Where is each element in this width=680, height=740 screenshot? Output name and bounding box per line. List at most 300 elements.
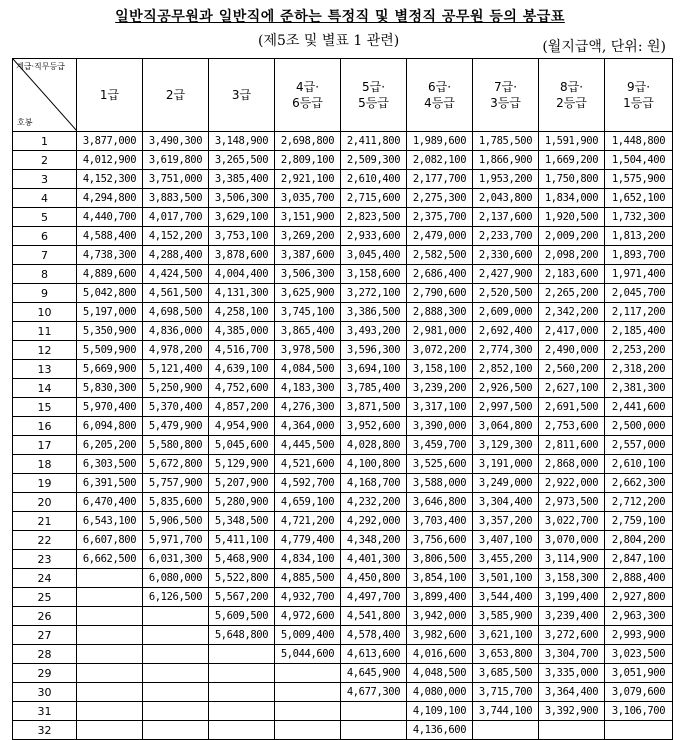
salary-cell: 5,522,800 [209, 569, 275, 588]
salary-cell: 5,672,800 [143, 455, 209, 474]
salary-cell: 3,317,100 [407, 398, 473, 417]
table-row [13, 360, 673, 379]
salary-cell: 3,753,100 [209, 227, 275, 246]
column-header-grade [341, 59, 407, 132]
salary-cell: 2,500,000 [605, 417, 673, 436]
salary-cell [77, 588, 143, 607]
salary-cell: 2,712,200 [605, 493, 673, 512]
salary-cell: 4,385,000 [209, 322, 275, 341]
salary-cell: 6,205,200 [77, 436, 143, 455]
table-row [13, 417, 673, 436]
column-header-label: 1급 [99, 88, 120, 102]
salary-cell: 3,715,700 [473, 683, 539, 702]
table-row [13, 398, 673, 417]
salary-cell: 6,470,400 [77, 493, 143, 512]
step-number-cell: 16 [13, 417, 77, 436]
salary-cell: 3,685,500 [473, 664, 539, 683]
salary-cell: 2,933,600 [341, 227, 407, 246]
salary-cell: 5,830,300 [77, 379, 143, 398]
salary-cell: 2,686,400 [407, 265, 473, 284]
salary-cell [209, 721, 275, 740]
salary-cell: 3,585,900 [473, 607, 539, 626]
salary-cell: 3,407,100 [473, 531, 539, 550]
salary-cell: 2,927,800 [605, 588, 673, 607]
table-row [13, 170, 673, 189]
salary-cell: 2,753,600 [539, 417, 605, 436]
salary-cell: 3,158,100 [407, 360, 473, 379]
salary-cell: 3,596,300 [341, 341, 407, 360]
step-number-cell: 1 [13, 132, 77, 151]
salary-cell: 4,521,600 [275, 455, 341, 474]
salary-cell: 2,692,400 [473, 322, 539, 341]
salary-cell: 5,669,900 [77, 360, 143, 379]
salary-cell: 1,448,800 [605, 132, 673, 151]
salary-cell [275, 702, 341, 721]
salary-cell: 3,070,000 [539, 531, 605, 550]
table-row [13, 474, 673, 493]
salary-cell: 4,857,200 [209, 398, 275, 417]
column-header-label: 5급· [361, 80, 386, 94]
salary-cell: 2,177,700 [407, 170, 473, 189]
salary-cell: 3,756,600 [407, 531, 473, 550]
salary-cell: 4,445,500 [275, 436, 341, 455]
table-row [13, 588, 673, 607]
salary-cell: 5,250,900 [143, 379, 209, 398]
salary-cell: 4,012,900 [77, 151, 143, 170]
step-number-cell: 24 [13, 569, 77, 588]
salary-cell: 1,813,200 [605, 227, 673, 246]
table-row [13, 550, 673, 569]
salary-cell: 3,106,700 [605, 702, 673, 721]
table-row [13, 645, 673, 664]
step-number-cell: 5 [13, 208, 77, 227]
salary-cell: 2,009,200 [539, 227, 605, 246]
salary-cell [605, 721, 673, 740]
salary-cell: 3,899,400 [407, 588, 473, 607]
salary-cell: 2,375,700 [407, 208, 473, 227]
salary-cell [77, 626, 143, 645]
salary-cell: 4,294,800 [77, 189, 143, 208]
salary-cell: 3,304,400 [473, 493, 539, 512]
step-number-cell: 17 [13, 436, 77, 455]
salary-cell: 4,232,200 [341, 493, 407, 512]
step-number-cell: 32 [13, 721, 77, 740]
salary-cell: 4,738,300 [77, 246, 143, 265]
salary-cell: 2,715,600 [341, 189, 407, 208]
salary-cell: 3,646,800 [407, 493, 473, 512]
column-header-label: 9급· [626, 80, 651, 94]
step-axis-label: 호봉 [17, 118, 33, 127]
salary-cell: 3,506,300 [209, 189, 275, 208]
salary-cell: 5,009,400 [275, 626, 341, 645]
salary-cell: 3,490,300 [143, 132, 209, 151]
salary-cell: 3,619,800 [143, 151, 209, 170]
salary-cell: 4,450,800 [341, 569, 407, 588]
salary-cell: 2,926,500 [473, 379, 539, 398]
step-number-cell: 9 [13, 284, 77, 303]
salary-cell: 2,804,200 [605, 531, 673, 550]
salary-cell: 4,028,800 [341, 436, 407, 455]
table-row [13, 436, 673, 455]
salary-cell [473, 721, 539, 740]
salary-cell: 2,411,800 [341, 132, 407, 151]
salary-cell: 2,809,100 [275, 151, 341, 170]
table-row [13, 683, 673, 702]
salary-cell: 1,989,600 [407, 132, 473, 151]
salary-cell: 3,158,300 [539, 569, 605, 588]
salary-cell: 2,823,500 [341, 208, 407, 227]
step-number-cell: 18 [13, 455, 77, 474]
salary-cell: 2,610,100 [605, 455, 673, 474]
salary-cell: 5,129,900 [209, 455, 275, 474]
salary-cell [143, 721, 209, 740]
grade-axis-label: 계급·직무등급 [16, 62, 65, 71]
salary-cell: 2,330,600 [473, 246, 539, 265]
salary-cell: 5,971,700 [143, 531, 209, 550]
salary-cell: 6,126,500 [143, 588, 209, 607]
salary-cell: 3,459,700 [407, 436, 473, 455]
salary-cell: 3,694,100 [341, 360, 407, 379]
salary-cell: 3,045,400 [341, 246, 407, 265]
salary-cell: 4,541,800 [341, 607, 407, 626]
salary-cell [77, 683, 143, 702]
salary-cell: 4,889,600 [77, 265, 143, 284]
salary-cell: 3,982,600 [407, 626, 473, 645]
salary-cell: 3,385,400 [209, 170, 275, 189]
salary-cell: 2,698,800 [275, 132, 341, 151]
salary-cell: 5,045,600 [209, 436, 275, 455]
salary-cell: 2,888,400 [605, 569, 673, 588]
salary-cell: 1,785,500 [473, 132, 539, 151]
salary-cell [77, 569, 143, 588]
column-header-grade [473, 59, 539, 132]
column-header-label: 3급 [231, 88, 252, 102]
salary-cell: 3,387,600 [275, 246, 341, 265]
salary-cell: 4,834,100 [275, 550, 341, 569]
salary-cell: 4,561,500 [143, 284, 209, 303]
salary-cell: 2,520,500 [473, 284, 539, 303]
salary-cell: 4,136,600 [407, 721, 473, 740]
salary-cell: 4,497,700 [341, 588, 407, 607]
salary-cell: 3,883,500 [143, 189, 209, 208]
salary-cell: 2,847,100 [605, 550, 673, 569]
salary-cell: 3,392,900 [539, 702, 605, 721]
step-number-cell: 26 [13, 607, 77, 626]
salary-cell: 2,117,200 [605, 303, 673, 322]
salary-cell: 4,109,100 [407, 702, 473, 721]
salary-cell: 3,272,100 [341, 284, 407, 303]
salary-cell: 2,868,000 [539, 455, 605, 474]
step-number-cell: 10 [13, 303, 77, 322]
salary-cell: 2,852,100 [473, 360, 539, 379]
salary-cell: 4,168,700 [341, 474, 407, 493]
salary-cell: 6,080,000 [143, 569, 209, 588]
salary-cell: 3,588,000 [407, 474, 473, 493]
salary-table [12, 58, 673, 740]
salary-cell: 2,427,900 [473, 265, 539, 284]
salary-cell: 2,774,300 [473, 341, 539, 360]
salary-cell: 5,567,200 [209, 588, 275, 607]
salary-cell: 3,501,100 [473, 569, 539, 588]
salary-cell: 3,629,100 [209, 208, 275, 227]
salary-cell: 5,757,900 [143, 474, 209, 493]
salary-cell: 1,834,000 [539, 189, 605, 208]
salary-cell [341, 702, 407, 721]
table-row [13, 702, 673, 721]
salary-cell: 2,610,400 [341, 170, 407, 189]
table-row [13, 664, 673, 683]
salary-cell: 4,932,700 [275, 588, 341, 607]
salary-cell: 3,877,000 [77, 132, 143, 151]
salary-cell: 1,893,700 [605, 246, 673, 265]
salary-cell: 3,129,300 [473, 436, 539, 455]
step-number-cell: 7 [13, 246, 77, 265]
salary-cell: 4,288,400 [143, 246, 209, 265]
column-header-grade [407, 59, 473, 132]
step-number-cell: 15 [13, 398, 77, 417]
salary-cell: 2,609,000 [473, 303, 539, 322]
salary-cell: 6,543,100 [77, 512, 143, 531]
salary-cell: 3,249,000 [473, 474, 539, 493]
salary-cell: 3,942,000 [407, 607, 473, 626]
salary-cell: 4,017,700 [143, 208, 209, 227]
salary-cell: 5,609,500 [209, 607, 275, 626]
salary-cell: 2,509,300 [341, 151, 407, 170]
page-title: 일반직공무원과 일반직에 준하는 특정직 및 별정직 공무원 등의 봉급표 [115, 9, 565, 25]
salary-cell: 3,785,400 [341, 379, 407, 398]
salary-cell: 4,659,100 [275, 493, 341, 512]
salary-cell: 4,645,900 [341, 664, 407, 683]
step-number-cell: 31 [13, 702, 77, 721]
salary-cell: 2,790,600 [407, 284, 473, 303]
salary-cell: 5,350,900 [77, 322, 143, 341]
salary-cell: 4,016,600 [407, 645, 473, 664]
salary-cell: 2,560,200 [539, 360, 605, 379]
page-subtitle: (제5조 및 별표 1 관련) [258, 33, 400, 49]
column-header-grade [275, 59, 341, 132]
salary-cell: 1,866,900 [473, 151, 539, 170]
salary-cell: 3,199,400 [539, 588, 605, 607]
salary-cell: 2,185,400 [605, 322, 673, 341]
salary-cell: 3,703,400 [407, 512, 473, 531]
salary-cell: 2,417,000 [539, 322, 605, 341]
table-row [13, 455, 673, 474]
step-number-cell: 12 [13, 341, 77, 360]
salary-cell: 2,441,600 [605, 398, 673, 417]
salary-cell: 1,504,400 [605, 151, 673, 170]
step-number-cell: 28 [13, 645, 77, 664]
salary-cell: 6,607,800 [77, 531, 143, 550]
salary-cell [275, 664, 341, 683]
salary-cell: 4,779,400 [275, 531, 341, 550]
salary-cell: 4,152,200 [143, 227, 209, 246]
salary-cell: 4,131,300 [209, 284, 275, 303]
salary-cell: 2,253,200 [605, 341, 673, 360]
salary-cell: 1,953,200 [473, 170, 539, 189]
step-number-cell: 27 [13, 626, 77, 645]
salary-cell: 3,625,900 [275, 284, 341, 303]
salary-cell: 4,276,300 [275, 398, 341, 417]
salary-cell: 3,023,500 [605, 645, 673, 664]
salary-cell: 4,401,300 [341, 550, 407, 569]
salary-cell: 4,752,600 [209, 379, 275, 398]
salary-cell [77, 645, 143, 664]
salary-cell: 4,080,000 [407, 683, 473, 702]
salary-cell: 1,920,500 [539, 208, 605, 227]
table-row [13, 626, 673, 645]
salary-cell: 2,183,600 [539, 265, 605, 284]
table-row [13, 322, 673, 341]
salary-cell [143, 645, 209, 664]
step-number-cell: 11 [13, 322, 77, 341]
salary-cell [143, 702, 209, 721]
salary-cell: 6,031,300 [143, 550, 209, 569]
salary-cell: 3,493,200 [341, 322, 407, 341]
salary-cell: 1,750,800 [539, 170, 605, 189]
salary-cell: 4,677,300 [341, 683, 407, 702]
salary-cell: 3,653,800 [473, 645, 539, 664]
step-number-cell: 2 [13, 151, 77, 170]
step-number-cell: 4 [13, 189, 77, 208]
salary-cell: 4,836,000 [143, 322, 209, 341]
step-number-cell: 25 [13, 588, 77, 607]
step-number-cell: 29 [13, 664, 77, 683]
column-header-label: 4급· [295, 80, 320, 94]
salary-cell [143, 683, 209, 702]
salary-cell: 4,292,000 [341, 512, 407, 531]
salary-cell: 2,981,000 [407, 322, 473, 341]
salary-cell: 3,051,900 [605, 664, 673, 683]
salary-cell: 2,973,500 [539, 493, 605, 512]
salary-cell: 1,652,100 [605, 189, 673, 208]
salary-cell: 3,854,100 [407, 569, 473, 588]
table-row [13, 132, 673, 151]
salary-cell [77, 702, 143, 721]
column-header-label: 6등급 [292, 96, 323, 110]
salary-cell: 3,304,700 [539, 645, 605, 664]
salary-cell [209, 683, 275, 702]
table-header-row [13, 59, 673, 132]
salary-cell: 3,357,200 [473, 512, 539, 531]
column-header-label: 6급· [427, 80, 452, 94]
salary-cell: 4,440,700 [77, 208, 143, 227]
salary-cell: 4,578,400 [341, 626, 407, 645]
step-number-cell: 8 [13, 265, 77, 284]
salary-cell: 3,978,500 [275, 341, 341, 360]
salary-cell: 6,662,500 [77, 550, 143, 569]
salary-cell: 4,954,900 [209, 417, 275, 436]
salary-cell: 2,045,700 [605, 284, 673, 303]
salary-cell: 2,275,300 [407, 189, 473, 208]
salary-cell: 4,592,700 [275, 474, 341, 493]
table-row [13, 208, 673, 227]
salary-cell: 3,072,200 [407, 341, 473, 360]
salary-cell: 3,806,500 [407, 550, 473, 569]
column-header-label: 2급 [165, 88, 186, 102]
table-row [13, 227, 673, 246]
salary-cell: 6,391,500 [77, 474, 143, 493]
column-header-grade [77, 59, 143, 132]
salary-cell [539, 721, 605, 740]
salary-cell: 1,591,900 [539, 132, 605, 151]
salary-cell: 2,759,100 [605, 512, 673, 531]
salary-cell: 3,390,000 [407, 417, 473, 436]
salary-cell: 3,191,000 [473, 455, 539, 474]
salary-cell: 1,732,300 [605, 208, 673, 227]
salary-cell: 4,183,300 [275, 379, 341, 398]
salary-cell: 2,662,300 [605, 474, 673, 493]
table-row [13, 512, 673, 531]
table-row [13, 379, 673, 398]
salary-cell: 5,479,900 [143, 417, 209, 436]
salary-cell: 3,064,800 [473, 417, 539, 436]
salary-cell: 5,648,800 [209, 626, 275, 645]
salary-cell: 2,582,500 [407, 246, 473, 265]
salary-cell: 4,613,600 [341, 645, 407, 664]
step-number-cell: 23 [13, 550, 77, 569]
salary-cell: 4,639,100 [209, 360, 275, 379]
salary-cell [209, 702, 275, 721]
salary-cell: 4,004,400 [209, 265, 275, 284]
salary-cell: 5,207,900 [209, 474, 275, 493]
corner-header-cell [13, 59, 77, 132]
step-number-cell: 22 [13, 531, 77, 550]
salary-cell: 3,878,600 [209, 246, 275, 265]
step-number-cell: 19 [13, 474, 77, 493]
salary-cell: 5,906,500 [143, 512, 209, 531]
table-row [13, 531, 673, 550]
salary-cell: 3,744,100 [473, 702, 539, 721]
column-header-label: 3등급 [490, 96, 521, 110]
salary-cell: 5,042,800 [77, 284, 143, 303]
salary-cell: 3,544,400 [473, 588, 539, 607]
salary-cell: 2,627,100 [539, 379, 605, 398]
salary-cell: 2,888,300 [407, 303, 473, 322]
salary-cell [77, 664, 143, 683]
unit-note: (월지급액, 단위: 원) [542, 39, 666, 55]
table-row [13, 721, 673, 740]
salary-cell: 3,621,100 [473, 626, 539, 645]
table-row [13, 151, 673, 170]
salary-cell: 3,148,900 [209, 132, 275, 151]
salary-cell: 3,952,600 [341, 417, 407, 436]
table-body [13, 132, 673, 740]
salary-cell: 4,885,500 [275, 569, 341, 588]
salary-cell: 3,865,400 [275, 322, 341, 341]
salary-cell: 4,978,200 [143, 341, 209, 360]
salary-cell: 3,745,100 [275, 303, 341, 322]
salary-cell: 3,239,200 [407, 379, 473, 398]
salary-cell: 5,970,400 [77, 398, 143, 417]
column-header-grade [209, 59, 275, 132]
salary-cell: 3,751,000 [143, 170, 209, 189]
salary-cell: 2,043,800 [473, 189, 539, 208]
salary-cell: 3,079,600 [605, 683, 673, 702]
salary-cell: 3,525,600 [407, 455, 473, 474]
salary-cell: 3,269,200 [275, 227, 341, 246]
salary-cell: 2,342,200 [539, 303, 605, 322]
step-number-cell: 30 [13, 683, 77, 702]
salary-cell: 4,721,200 [275, 512, 341, 531]
salary-cell [77, 607, 143, 626]
column-header-label: 7급· [493, 80, 518, 94]
salary-cell: 4,048,500 [407, 664, 473, 683]
salary-cell: 5,197,000 [77, 303, 143, 322]
salary-cell: 2,137,600 [473, 208, 539, 227]
salary-cell: 4,152,300 [77, 170, 143, 189]
column-header-label: 5등급 [358, 96, 389, 110]
column-header-label: 2등급 [556, 96, 587, 110]
